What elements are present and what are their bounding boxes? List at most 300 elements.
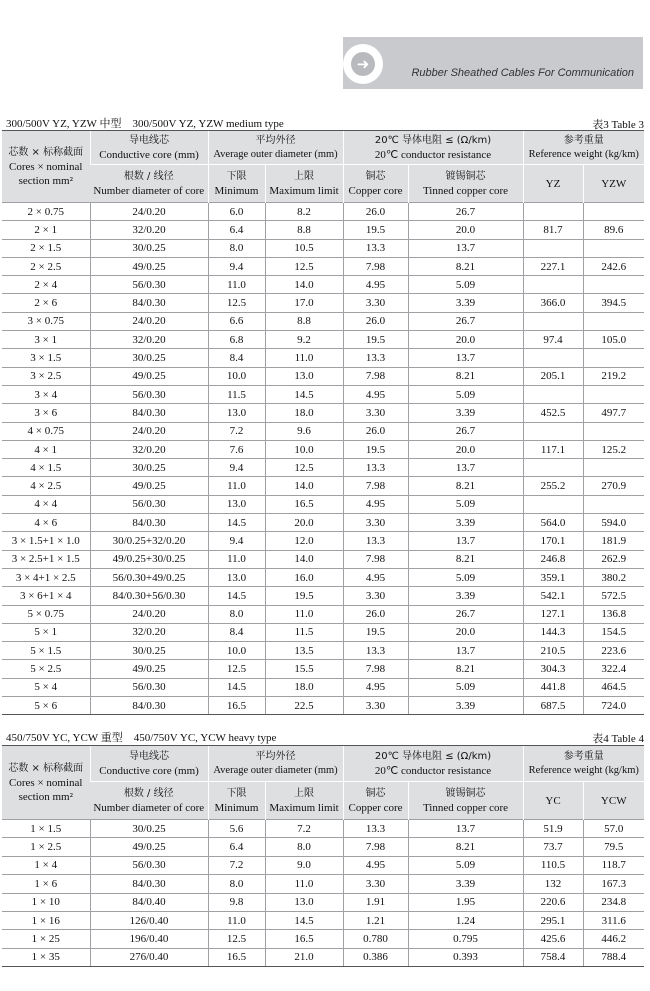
cell-cores-section: 4 × 1.5 (2, 459, 90, 477)
cell-max-diameter: 16.0 (265, 568, 343, 586)
cell-weight-1: 81.7 (523, 221, 583, 239)
cell-tinned-resistance: 20.0 (408, 623, 523, 641)
col-conductor-header: 导电线芯 Conductive core (mm) (90, 746, 208, 782)
cell-weight-2: 464.5 (583, 678, 644, 696)
table-row (2, 948, 644, 966)
cell-conductor: 276/0.40 (90, 948, 208, 966)
cell-cores-section: 3 × 4 (2, 385, 90, 403)
cell-max-diameter: 12.5 (265, 257, 343, 275)
cell-cores-section: 3 × 2.5+1 × 1.5 (2, 550, 90, 568)
cell-tinned-resistance: 13.7 (408, 532, 523, 550)
cell-weight-2: 79.5 (583, 838, 644, 856)
table-row (2, 550, 644, 568)
cell-weight-2: 167.3 (583, 875, 644, 893)
cell-copper-resistance: 0.386 (343, 948, 408, 966)
cell-conductor: 84/0.30 (90, 875, 208, 893)
cell-tinned-resistance: 13.7 (408, 820, 523, 838)
cell-copper-resistance: 3.30 (343, 404, 408, 422)
cell-min-diameter: 11.0 (208, 911, 265, 929)
cell-max-diameter: 12.0 (265, 532, 343, 550)
table-row (2, 838, 644, 856)
cell-min-diameter: 8.4 (208, 623, 265, 641)
cell-cores-section: 5 × 4 (2, 678, 90, 696)
table-row (2, 514, 644, 532)
cell-weight-1: 246.8 (523, 550, 583, 568)
cell-copper-resistance: 19.5 (343, 331, 408, 349)
cell-weight-1 (523, 276, 583, 294)
cell-weight-2: 242.6 (583, 257, 644, 275)
cell-weight-2 (583, 459, 644, 477)
cell-weight-1 (523, 239, 583, 257)
col-cores-header: 芯数 × 标称截面 Cores × nominal section mm² (2, 746, 90, 820)
cell-min-diameter: 12.5 (208, 294, 265, 312)
cell-copper-resistance: 7.98 (343, 257, 408, 275)
cell-copper-resistance: 13.3 (343, 239, 408, 257)
cell-min-diameter: 14.5 (208, 678, 265, 696)
cell-min-diameter: 13.0 (208, 568, 265, 586)
cell-weight-1: 110.5 (523, 856, 583, 874)
cell-weight-1: 51.9 (523, 820, 583, 838)
cell-max-diameter: 16.5 (265, 930, 343, 948)
table-row (2, 587, 644, 605)
cell-conductor: 56/0.30 (90, 856, 208, 874)
col-tinned-header: 镀锡铜芯 Tinned copper core (408, 165, 523, 203)
cell-weight-1: 210.5 (523, 642, 583, 660)
table-row (2, 349, 644, 367)
cell-copper-resistance: 0.780 (343, 930, 408, 948)
table4 (2, 745, 644, 967)
table-row (2, 911, 644, 929)
cell-conductor: 49/0.25 (90, 367, 208, 385)
cell-copper-resistance: 7.98 (343, 660, 408, 678)
cell-weight-1: 144.3 (523, 623, 583, 641)
col-max-header: 上限 Maximum limit (265, 782, 343, 820)
cell-conductor: 30/0.25 (90, 820, 208, 838)
cell-copper-resistance: 7.98 (343, 838, 408, 856)
col-min-header: 下限 Minimum (208, 782, 265, 820)
cell-tinned-resistance: 20.0 (408, 221, 523, 239)
cell-weight-2: 136.8 (583, 605, 644, 623)
cell-max-diameter: 7.2 (265, 820, 343, 838)
cell-copper-resistance: 3.30 (343, 514, 408, 532)
table-row (2, 856, 644, 874)
cell-cores-section: 3 × 4+1 × 2.5 (2, 568, 90, 586)
cell-weight-2 (583, 495, 644, 513)
cell-max-diameter: 11.0 (265, 875, 343, 893)
cell-weight-2 (583, 276, 644, 294)
cell-copper-resistance: 4.95 (343, 495, 408, 513)
cell-cores-section: 3 × 6 (2, 404, 90, 422)
cell-cores-section: 5 × 6 (2, 697, 90, 715)
table-row (2, 404, 644, 422)
table3 (2, 130, 644, 715)
table-row (2, 203, 644, 221)
cell-tinned-resistance: 20.0 (408, 331, 523, 349)
cell-cores-section: 1 × 1.5 (2, 820, 90, 838)
cell-weight-2: 446.2 (583, 930, 644, 948)
cell-conductor: 24/0.20 (90, 203, 208, 221)
cell-min-diameter: 6.8 (208, 331, 265, 349)
table-row (2, 605, 644, 623)
cell-weight-2: 594.0 (583, 514, 644, 532)
cell-cores-section: 1 × 6 (2, 875, 90, 893)
cell-copper-resistance: 3.30 (343, 697, 408, 715)
cell-cores-section: 4 × 4 (2, 495, 90, 513)
cell-weight-1: 687.5 (523, 697, 583, 715)
col-w2-header: YCW (583, 782, 644, 820)
col-conductor-sub-header: 根数 / 线径 Number diameter of core (90, 782, 208, 820)
cell-min-diameter: 10.0 (208, 367, 265, 385)
cell-copper-resistance: 4.95 (343, 568, 408, 586)
cell-min-diameter: 9.4 (208, 532, 265, 550)
cell-copper-resistance: 26.0 (343, 312, 408, 330)
cell-weight-1: 127.1 (523, 605, 583, 623)
col-min-header: 下限 Minimum (208, 165, 265, 203)
cell-cores-section: 2 × 1 (2, 221, 90, 239)
cell-copper-resistance: 13.3 (343, 532, 408, 550)
cell-cores-section: 2 × 2.5 (2, 257, 90, 275)
cell-weight-1 (523, 203, 583, 221)
cell-conductor: 56/0.30+49/0.25 (90, 568, 208, 586)
cell-max-diameter: 11.0 (265, 349, 343, 367)
cell-max-diameter: 22.5 (265, 697, 343, 715)
cell-max-diameter: 9.0 (265, 856, 343, 874)
cell-copper-resistance: 7.98 (343, 550, 408, 568)
cell-min-diameter: 8.0 (208, 605, 265, 623)
cell-tinned-resistance: 26.7 (408, 312, 523, 330)
cell-cores-section: 5 × 2.5 (2, 660, 90, 678)
cell-max-diameter: 17.0 (265, 294, 343, 312)
cell-weight-2: 57.0 (583, 820, 644, 838)
cell-max-diameter: 18.0 (265, 678, 343, 696)
cell-tinned-resistance: 3.39 (408, 875, 523, 893)
cell-max-diameter: 13.5 (265, 642, 343, 660)
cell-conductor: 56/0.30 (90, 276, 208, 294)
header-band (343, 37, 643, 89)
cell-min-diameter: 14.5 (208, 587, 265, 605)
cell-min-diameter: 14.5 (208, 514, 265, 532)
cell-tinned-resistance: 1.24 (408, 911, 523, 929)
cell-weight-2: 125.2 (583, 440, 644, 458)
cell-conductor: 84/0.30 (90, 697, 208, 715)
cell-conductor: 32/0.20 (90, 221, 208, 239)
cell-copper-resistance: 1.21 (343, 911, 408, 929)
cell-conductor: 32/0.20 (90, 440, 208, 458)
cell-min-diameter: 12.5 (208, 660, 265, 678)
cell-max-diameter: 9.6 (265, 422, 343, 440)
cell-cores-section: 2 × 4 (2, 276, 90, 294)
cell-tinned-resistance: 13.7 (408, 239, 523, 257)
cell-max-diameter: 14.0 (265, 550, 343, 568)
cell-cores-section: 2 × 1.5 (2, 239, 90, 257)
cell-weight-1 (523, 495, 583, 513)
table-row (2, 930, 644, 948)
cell-weight-2: 394.5 (583, 294, 644, 312)
cell-min-diameter: 8.0 (208, 239, 265, 257)
cell-min-diameter: 9.4 (208, 459, 265, 477)
table-row (2, 623, 644, 641)
cell-max-diameter: 14.5 (265, 911, 343, 929)
cell-copper-resistance: 3.30 (343, 294, 408, 312)
cell-max-diameter: 12.5 (265, 459, 343, 477)
table4-number: 表4 Table 4 (592, 733, 644, 745)
cell-weight-1: 366.0 (523, 294, 583, 312)
cell-min-diameter: 5.6 (208, 820, 265, 838)
cell-conductor: 56/0.30 (90, 678, 208, 696)
table-row (2, 312, 644, 330)
table-row (2, 440, 644, 458)
cell-cores-section: 4 × 0.75 (2, 422, 90, 440)
cell-max-diameter: 11.0 (265, 605, 343, 623)
cell-weight-1 (523, 422, 583, 440)
table3-number: 表3 Table 3 (592, 119, 644, 131)
cell-weight-2: 219.2 (583, 367, 644, 385)
cell-weight-1 (523, 349, 583, 367)
table-row (2, 221, 644, 239)
cell-tinned-resistance: 13.7 (408, 459, 523, 477)
cell-conductor: 49/0.25 (90, 660, 208, 678)
cell-max-diameter: 20.0 (265, 514, 343, 532)
cell-min-diameter: 8.0 (208, 875, 265, 893)
cell-copper-resistance: 26.0 (343, 605, 408, 623)
table-row (2, 660, 644, 678)
table-row (2, 294, 644, 312)
cell-tinned-resistance: 0.393 (408, 948, 523, 966)
cell-conductor: 30/0.25 (90, 642, 208, 660)
cell-weight-1: 73.7 (523, 838, 583, 856)
cell-conductor: 30/0.25 (90, 459, 208, 477)
cell-weight-2: 181.9 (583, 532, 644, 550)
table-row (2, 239, 644, 257)
cell-cores-section: 1 × 25 (2, 930, 90, 948)
table-row (2, 495, 644, 513)
cell-conductor: 84/0.40 (90, 893, 208, 911)
arrow-right-icon: ➜ (351, 52, 375, 76)
cell-weight-1: 132 (523, 875, 583, 893)
cell-min-diameter: 6.6 (208, 312, 265, 330)
cell-tinned-resistance: 20.0 (408, 440, 523, 458)
cell-tinned-resistance: 3.39 (408, 697, 523, 715)
col-copper-header: 铜芯 Copper core (343, 782, 408, 820)
cell-conductor: 84/0.30+56/0.30 (90, 587, 208, 605)
cell-copper-resistance: 26.0 (343, 203, 408, 221)
cell-max-diameter: 18.0 (265, 404, 343, 422)
cell-max-diameter: 8.8 (265, 312, 343, 330)
cell-tinned-resistance: 26.7 (408, 203, 523, 221)
cell-min-diameter: 6.0 (208, 203, 265, 221)
cell-conductor: 24/0.20 (90, 422, 208, 440)
cell-conductor: 56/0.30 (90, 495, 208, 513)
cell-weight-2: 572.5 (583, 587, 644, 605)
table-row (2, 459, 644, 477)
cell-conductor: 84/0.30 (90, 404, 208, 422)
cell-copper-resistance: 26.0 (343, 422, 408, 440)
col-w2-header: YZW (583, 165, 644, 203)
col-w1-header: YC (523, 782, 583, 820)
cell-cores-section: 5 × 1 (2, 623, 90, 641)
cell-min-diameter: 7.2 (208, 422, 265, 440)
table-row (2, 678, 644, 696)
cell-tinned-resistance: 13.7 (408, 349, 523, 367)
cell-tinned-resistance: 0.795 (408, 930, 523, 948)
col-resistance-header: 20℃ 导体电阻 ≤ (Ω/km) 20℃ conductor resistance (343, 131, 523, 165)
cell-copper-resistance: 13.3 (343, 820, 408, 838)
cell-cores-section: 1 × 16 (2, 911, 90, 929)
cell-max-diameter: 13.0 (265, 893, 343, 911)
cell-copper-resistance: 1.91 (343, 893, 408, 911)
cell-copper-resistance: 7.98 (343, 477, 408, 495)
cell-cores-section: 4 × 2.5 (2, 477, 90, 495)
col-conductor-header: 导电线芯 Conductive core (mm) (90, 131, 208, 165)
cell-weight-1: 542.1 (523, 587, 583, 605)
cell-copper-resistance: 19.5 (343, 623, 408, 641)
cell-min-diameter: 11.0 (208, 276, 265, 294)
cell-cores-section: 2 × 6 (2, 294, 90, 312)
cell-conductor: 24/0.20 (90, 312, 208, 330)
cell-tinned-resistance: 8.21 (408, 477, 523, 495)
cell-conductor: 56/0.30 (90, 385, 208, 403)
cell-max-diameter: 10.0 (265, 440, 343, 458)
cell-cores-section: 5 × 1.5 (2, 642, 90, 660)
cell-min-diameter: 6.4 (208, 838, 265, 856)
cell-weight-2: 234.8 (583, 893, 644, 911)
cell-min-diameter: 12.5 (208, 930, 265, 948)
cell-min-diameter: 11.5 (208, 385, 265, 403)
table-row (2, 532, 644, 550)
cell-copper-resistance: 13.3 (343, 349, 408, 367)
table4-title: 450/750V YC, YCW 重型 450/750V YC, YCW heavy type (6, 732, 277, 744)
cell-tinned-resistance: 8.21 (408, 257, 523, 275)
cell-conductor: 49/0.25 (90, 838, 208, 856)
cell-tinned-resistance: 5.09 (408, 385, 523, 403)
cell-weight-1: 170.1 (523, 532, 583, 550)
cell-copper-resistance: 4.95 (343, 856, 408, 874)
table-row (2, 875, 644, 893)
table-row (2, 367, 644, 385)
col-weight-header: 参考重量 Reference weight (kg/km) (523, 746, 644, 782)
cell-tinned-resistance: 26.7 (408, 605, 523, 623)
col-tinned-header: 镀锡铜芯 Tinned copper core (408, 782, 523, 820)
cell-tinned-resistance: 3.39 (408, 294, 523, 312)
header-title: Rubber Sheathed Cables For Communication (411, 67, 634, 79)
cell-weight-2 (583, 385, 644, 403)
cell-conductor: 30/0.25 (90, 349, 208, 367)
cell-min-diameter: 13.0 (208, 404, 265, 422)
table-row (2, 893, 644, 911)
cell-min-diameter: 8.4 (208, 349, 265, 367)
cell-min-diameter: 9.4 (208, 257, 265, 275)
cell-weight-2 (583, 239, 644, 257)
cell-min-diameter: 7.6 (208, 440, 265, 458)
cell-cores-section: 2 × 0.75 (2, 203, 90, 221)
cell-weight-1: 227.1 (523, 257, 583, 275)
cell-cores-section: 5 × 0.75 (2, 605, 90, 623)
cell-tinned-resistance: 1.95 (408, 893, 523, 911)
cell-weight-2: 788.4 (583, 948, 644, 966)
cell-weight-1: 117.1 (523, 440, 583, 458)
cell-min-diameter: 6.4 (208, 221, 265, 239)
cell-weight-2 (583, 312, 644, 330)
cell-min-diameter: 9.8 (208, 893, 265, 911)
cell-copper-resistance: 3.30 (343, 587, 408, 605)
cell-weight-2: 380.2 (583, 568, 644, 586)
cell-cores-section: 3 × 1 (2, 331, 90, 349)
cell-cores-section: 3 × 6+1 × 4 (2, 587, 90, 605)
cell-max-diameter: 13.0 (265, 367, 343, 385)
table-row (2, 276, 644, 294)
cell-min-diameter: 16.5 (208, 948, 265, 966)
cell-weight-1: 255.2 (523, 477, 583, 495)
cell-conductor: 49/0.25 (90, 257, 208, 275)
cell-max-diameter: 15.5 (265, 660, 343, 678)
cell-min-diameter: 16.5 (208, 697, 265, 715)
cell-weight-1: 425.6 (523, 930, 583, 948)
cell-conductor: 24/0.20 (90, 605, 208, 623)
cell-max-diameter: 19.5 (265, 587, 343, 605)
table-row (2, 477, 644, 495)
cell-cores-section: 1 × 4 (2, 856, 90, 874)
cell-weight-1: 220.6 (523, 893, 583, 911)
cell-min-diameter: 7.2 (208, 856, 265, 874)
cell-cores-section: 3 × 1.5+1 × 1.0 (2, 532, 90, 550)
col-cores-header: 芯数 × 标称截面 Cores × nominal section mm² (2, 131, 90, 203)
cell-tinned-resistance: 3.39 (408, 587, 523, 605)
cell-tinned-resistance: 3.39 (408, 514, 523, 532)
cell-weight-1: 564.0 (523, 514, 583, 532)
cell-weight-2: 724.0 (583, 697, 644, 715)
cell-max-diameter: 14.0 (265, 276, 343, 294)
cell-max-diameter: 8.0 (265, 838, 343, 856)
cell-tinned-resistance: 5.09 (408, 856, 523, 874)
table-row (2, 331, 644, 349)
cell-weight-1: 295.1 (523, 911, 583, 929)
cell-weight-2: 154.5 (583, 623, 644, 641)
cell-cores-section: 3 × 0.75 (2, 312, 90, 330)
table-row (2, 697, 644, 715)
cell-tinned-resistance: 8.21 (408, 367, 523, 385)
col-weight-header: 参考重量 Reference weight (kg/km) (523, 131, 644, 165)
cell-copper-resistance: 13.3 (343, 642, 408, 660)
table-row (2, 385, 644, 403)
cell-conductor: 196/0.40 (90, 930, 208, 948)
cell-cores-section: 3 × 1.5 (2, 349, 90, 367)
cell-tinned-resistance: 5.09 (408, 678, 523, 696)
cell-weight-2: 322.4 (583, 660, 644, 678)
cell-conductor: 49/0.25+30/0.25 (90, 550, 208, 568)
cell-cores-section: 4 × 1 (2, 440, 90, 458)
cell-tinned-resistance: 8.21 (408, 838, 523, 856)
cell-tinned-resistance: 5.09 (408, 276, 523, 294)
cell-tinned-resistance: 8.21 (408, 550, 523, 568)
cell-conductor: 32/0.20 (90, 331, 208, 349)
cell-copper-resistance: 19.5 (343, 440, 408, 458)
cell-weight-1: 304.3 (523, 660, 583, 678)
cell-copper-resistance: 4.95 (343, 678, 408, 696)
cell-conductor: 126/0.40 (90, 911, 208, 929)
table-row (2, 568, 644, 586)
cell-copper-resistance: 3.30 (343, 875, 408, 893)
cell-min-diameter: 10.0 (208, 642, 265, 660)
cell-max-diameter: 21.0 (265, 948, 343, 966)
col-copper-header: 铜芯 Copper core (343, 165, 408, 203)
cell-weight-2: 118.7 (583, 856, 644, 874)
cell-tinned-resistance: 8.21 (408, 660, 523, 678)
cell-conductor: 84/0.30 (90, 514, 208, 532)
col-w1-header: YZ (523, 165, 583, 203)
cell-copper-resistance: 4.95 (343, 385, 408, 403)
cell-conductor: 84/0.30 (90, 294, 208, 312)
cell-tinned-resistance: 5.09 (408, 495, 523, 513)
